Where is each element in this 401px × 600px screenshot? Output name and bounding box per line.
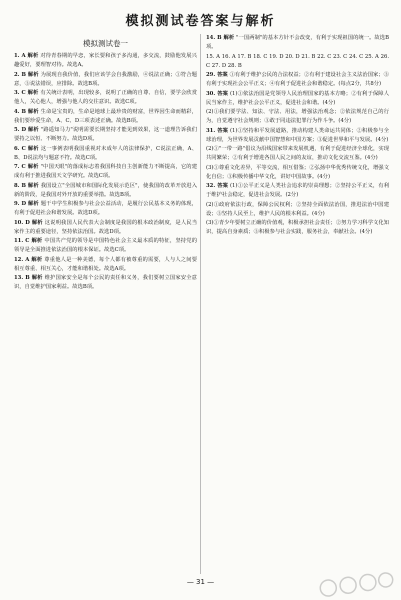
- answer-tag: 解析: [28, 127, 41, 133]
- answer-body: (2)①政府依法行政，保障公民权利；②坚持全面依法治国，推进法治中国建设；③坚持人民至上，维护人民的根本利益。(4分): [206, 201, 389, 217]
- answer-item: [14, 237, 197, 256]
- answer-body: (3)①尊重文化差异，平等交流，相互借鉴；②弘扬中华优秀传统文化，增强文化自信；③积极传播中华文化，讲好中国故事。(4分): [206, 164, 389, 180]
- left-answer-list: [14, 52, 197, 293]
- question-number: 14.: [206, 35, 218, 41]
- answer-body: (3)①青少年要树立正确的价值观，积极承担社会责任；②努力学习科学文化知识，提高自身素质；③积极参与社会实践，服务社会，奉献社会。(4分): [206, 220, 389, 236]
- answer-choice: D: [21, 127, 29, 133]
- answer-body: 这说明我国人民代表大会制度是我国的根本政治制度，是人民当家作主的重要途径，坚持依法治国。故选D项。: [14, 219, 197, 235]
- answer-body: 有关统计表明，出现较多，说明了正确的自尊、自信，要学会欣赏他人，关心他人，增强与他人的交往意识。故选C项。: [14, 90, 197, 106]
- answer-item: [14, 89, 197, 108]
- question-number: 5.: [14, 127, 22, 133]
- answer-item: [206, 90, 389, 109]
- left-column: [14, 34, 197, 576]
- answer-item: [206, 164, 389, 183]
- answer-item: [206, 53, 389, 72]
- question-number: 32.: [206, 183, 218, 189]
- question-number: 4.: [14, 108, 22, 115]
- answer-tag: 解析: [27, 53, 41, 59]
- answer-body: "中国天眼"的落成标志着我国科技自主创新能力不断提高，它的建成有利于推进我国天文学研究。故选C项。: [14, 164, 197, 180]
- answer-choice: B: [217, 35, 224, 41]
- answer-body: 维护国家安全是每个公民的责任和义务，我们要树立国家安全意识，自觉维护国家利益。故选B项。: [14, 275, 197, 291]
- answer-item: [14, 126, 197, 145]
- answer-choice: C: [21, 164, 28, 170]
- answer-tag: 解析: [27, 90, 41, 96]
- question-number: 8.: [14, 182, 22, 189]
- answer-tag: 解析: [31, 219, 45, 226]
- answer-tag: 解析: [27, 108, 41, 115]
- answer-item: [206, 127, 389, 146]
- answer-choice: B: [25, 275, 32, 281]
- answer-body: 对待青春期的早恋，家长要和孩子多沟通，多交流，鼓励他发展兴趣爱好，要理智对待。故选A。: [14, 53, 197, 69]
- answer-choice: C: [21, 145, 28, 152]
- answer-body: 中国共产党的领导是中国特色社会主义最本质的特征，坚持党的领导是全面推进依法治国的根本保证。故选C项。: [14, 238, 197, 254]
- answer-tag: 解析: [27, 145, 41, 152]
- answer-body: 15. A 16. A 17. B 18. C 19. D 20. D 21. B 22. C 23. C 24. C 25. A 26. C 27. D 28. B: [206, 53, 389, 69]
- question-number: 10.: [14, 219, 26, 226]
- answer-item: [14, 108, 197, 127]
- answer-item: [206, 71, 389, 90]
- answer-body: ①有利于维护公民的合法权益；②有利于建设社会主义法治国家；③有利于实现社会公平正义；④有利于促进社会和谐稳定。(每点2分，共8分): [206, 72, 389, 88]
- answer-tag: 答案: [217, 127, 230, 134]
- answer-item: [14, 219, 197, 238]
- answer-item: [14, 145, 197, 164]
- answer-tag: 答案: [217, 72, 230, 78]
- answer-tag: 解析: [28, 201, 41, 207]
- question-number: 6.: [14, 145, 22, 152]
- question-number: 9.: [14, 201, 22, 207]
- answer-body: (2)①我们要学法、知法、守法、用法，增强法治观念；②依法规范自己的行为，自觉遵守社会规则；③敢于同违法犯罪行为作斗争。(4分): [206, 109, 389, 125]
- answer-choice: A: [25, 256, 32, 263]
- question-number: 31.: [206, 127, 218, 134]
- answer-body: 生命是宝贵的，生命是地球上最珍贵的财富，世界因生命而精彩，我们要珍爱生命，A、C、D三项表述正确。故选B项。: [14, 108, 197, 124]
- answer-body: 尊重他人是一种美德，每个人都有被尊重的需要，人与人之间要相互尊重、相互关心，才能和谐相处。故选A项。: [14, 256, 197, 272]
- answer-tag: 解析: [31, 238, 45, 244]
- answer-body: (1)①坚持和平发展道路，推动构建人类命运共同体；②积极参与全球治理，为世界发展贡献中国智慧和中国方案；③促进世界和平与发展。(4分): [206, 127, 389, 143]
- right-column: [206, 34, 389, 576]
- question-number: 12.: [14, 256, 26, 263]
- answer-body: 为展现自我价值，我们应该学会自我激励，④说法正确；①符合题意，③说法错误，应排除。故选B项。: [14, 71, 197, 87]
- answer-item: [14, 200, 197, 219]
- answer-item: [206, 34, 389, 53]
- answer-body: 我国设立"全国城市和国际化发展示范区"，使我国的改革开放进入新的阶段，是我国对外开放的重要举措。故选B项。: [14, 182, 197, 198]
- answer-choice: D: [25, 219, 32, 226]
- answer-item: [206, 145, 389, 164]
- question-number: 29.: [206, 72, 218, 78]
- question-number: 7.: [14, 164, 22, 170]
- answer-choice: B: [21, 71, 28, 78]
- answer-body: "一国两制"的基本方针不会改变，有利于实现祖国的统一。故选B项。: [206, 35, 389, 51]
- answer-tag: 解析: [31, 256, 45, 263]
- question-number: 1.: [14, 53, 22, 59]
- answer-body: 这一事例表明我国重视对未成年人的法律保护，C说法正确，A、B、D说法均与题意不符。故选C项。: [14, 145, 197, 161]
- answer-tag: 解析: [27, 164, 41, 170]
- question-number: 30.: [206, 90, 218, 97]
- answer-tag: 解析: [223, 35, 237, 41]
- answer-item: [206, 182, 389, 201]
- answer-tag: 解析: [27, 71, 41, 78]
- answer-choice: D: [21, 201, 29, 207]
- answer-body: (1)①依法治国是党领导人民治理国家的基本方略；②有利于保障人民当家作主，维护社会公平正义，促进社会和谐。(4分): [206, 90, 389, 106]
- answer-choice: C: [21, 90, 28, 96]
- question-number: 2.: [14, 71, 22, 78]
- answer-choice: C: [25, 238, 32, 244]
- question-number: 11.: [14, 238, 26, 244]
- answer-body: 题干中学生积极参与社会公益活动，是履行公民基本义务的体现，有利于促进社会和谐发展。故选D项。: [14, 201, 197, 217]
- question-number: 3.: [14, 90, 22, 96]
- answer-tag: 解析: [31, 275, 45, 281]
- left-section-heading: 模拟测试卷一: [83, 39, 128, 48]
- answer-choice: B: [21, 182, 28, 189]
- answer-item: [14, 163, 197, 182]
- page-number: — 31 —: [186, 578, 215, 586]
- answer-choice: B: [21, 108, 28, 115]
- answer-item: [206, 219, 389, 238]
- answer-tag: 答案: [217, 90, 230, 97]
- column-divider: [200, 34, 201, 574]
- answer-item: [14, 256, 197, 275]
- right-answer-list: [206, 34, 389, 238]
- answer-item: [14, 52, 197, 71]
- answer-item: [14, 182, 197, 201]
- answer-body: (2)①"一带一路"倡议为沿线国家带来发展机遇，有利于促进经济全球化，实现共同繁荣；②有利于增进各国人民之间的友谊，推动文化交流互鉴。(4分): [206, 146, 389, 162]
- answer-item: [206, 201, 389, 220]
- answer-tag: 解析: [27, 182, 41, 189]
- answer-tag: 答案: [217, 183, 230, 189]
- answer-item: [206, 108, 389, 127]
- answer-item: [14, 71, 197, 90]
- answer-body: "路遥知马力"说明需要长期坚持才能见到效果，这一道理告诉我们要持之以恒、不断努力。故选D项。: [14, 127, 197, 143]
- answer-body: (1)①公平正义是人类社会追求的崇高理想；②坚持公平正义，有利于维护社会稳定，促进社会发展。(2分): [206, 183, 389, 199]
- question-number: 13.: [14, 275, 26, 281]
- answer-item: [14, 274, 197, 293]
- page-title: 模拟测试卷答案与解析: [125, 14, 276, 29]
- answer-choice: A: [21, 53, 28, 59]
